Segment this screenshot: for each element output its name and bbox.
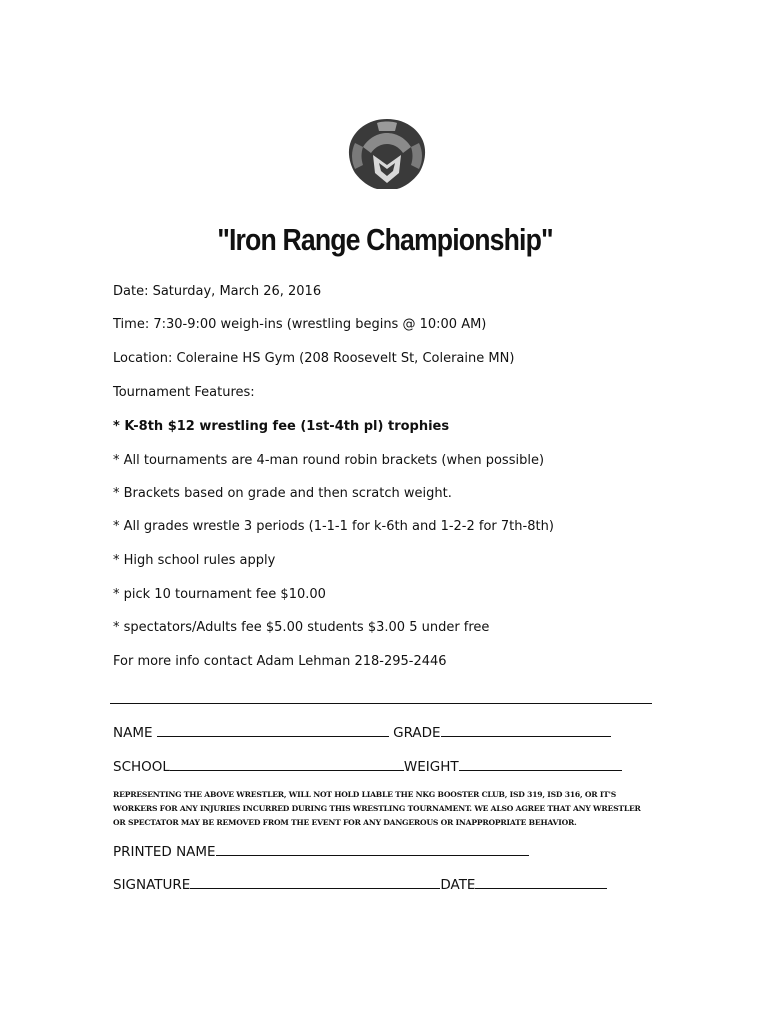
wrestler-helmet-logo	[341, 113, 433, 191]
waiver-text	[113, 788, 658, 830]
printed-name-field[interactable]	[216, 843, 529, 856]
feature-item: * All tournaments are 4-man round robin brackets (when possible)	[113, 453, 545, 468]
date-line	[113, 284, 321, 299]
date-value: : Saturday, March 26, 2016	[144, 284, 322, 299]
date-field[interactable]	[475, 876, 607, 889]
feature-item: * High school rules apply	[113, 553, 276, 568]
waiver-line: OR SPECTATOR MAY BE REMOVED FROM THE EVENT FOR ANY DANGEROUS OR INAPPROPRIATE BEHAVIOR.	[113, 818, 577, 827]
date-field-label: DATE	[440, 877, 476, 893]
printed-name-label: PRINTED NAME	[113, 844, 216, 860]
location-label: Location	[113, 351, 168, 366]
time-line	[113, 317, 486, 332]
feature-item: * Brackets based on grade and then scratch weight.	[113, 486, 452, 501]
grade-field[interactable]	[441, 724, 611, 737]
features-heading: Tournament Features:	[113, 385, 255, 400]
page-title: "Iron Range Championship"	[217, 222, 553, 257]
location-value: : Coleraine HS Gym (208 Roosevelt St, Coleraine MN)	[167, 351, 515, 366]
feature-item: * pick 10 tournament fee $10.00	[113, 587, 326, 602]
feature-item: * All grades wrestle 3 periods (1-1-1 for k-6th and 1-2-2 for 7th-8th)	[113, 519, 554, 534]
waiver-line: WORKERS FOR ANY INJURIES INCURRED DURING THIS WRESTLING TOURNAMENT. WE ALSO AGREE THAT ANY WRESTLER	[113, 804, 641, 813]
time-value: : 7:30-9:00 weigh-ins (wrestling begins @ 10:00 AM)	[144, 317, 487, 332]
contact-line: For more info contact Adam Lehman 218-295-2446	[113, 654, 447, 669]
location-line	[113, 351, 514, 366]
waiver-line: REPRESENTING THE ABOVE WRESTLER, WILL NOT HOLD LIABLE THE NKG BOOSTER CLUB, ISD 319, ISD 316, OR IT'S	[113, 790, 617, 799]
signature-field[interactable]	[190, 876, 440, 889]
school-field[interactable]	[170, 758, 404, 771]
school-weight-row	[113, 758, 622, 775]
name-field[interactable]	[157, 724, 389, 737]
name-label: NAME	[113, 725, 153, 741]
weight-field[interactable]	[459, 758, 622, 771]
school-label: SCHOOL	[113, 759, 170, 775]
time-label: Time	[113, 317, 145, 332]
divider	[110, 703, 652, 704]
signature-label: SIGNATURE	[113, 877, 191, 893]
weight-label: WEIGHT	[403, 759, 459, 775]
signature-date-row	[113, 876, 607, 893]
feature-item: * K-8th $12 wrestling fee (1st-4th pl) trophies	[113, 419, 450, 434]
printed-name-row	[113, 843, 529, 860]
grade-label: GRADE	[393, 725, 441, 741]
date-label: Date	[113, 284, 145, 299]
feature-item: * spectators/Adults fee $5.00 students $3.00 5 under free	[113, 620, 490, 635]
name-grade-row	[113, 724, 611, 741]
